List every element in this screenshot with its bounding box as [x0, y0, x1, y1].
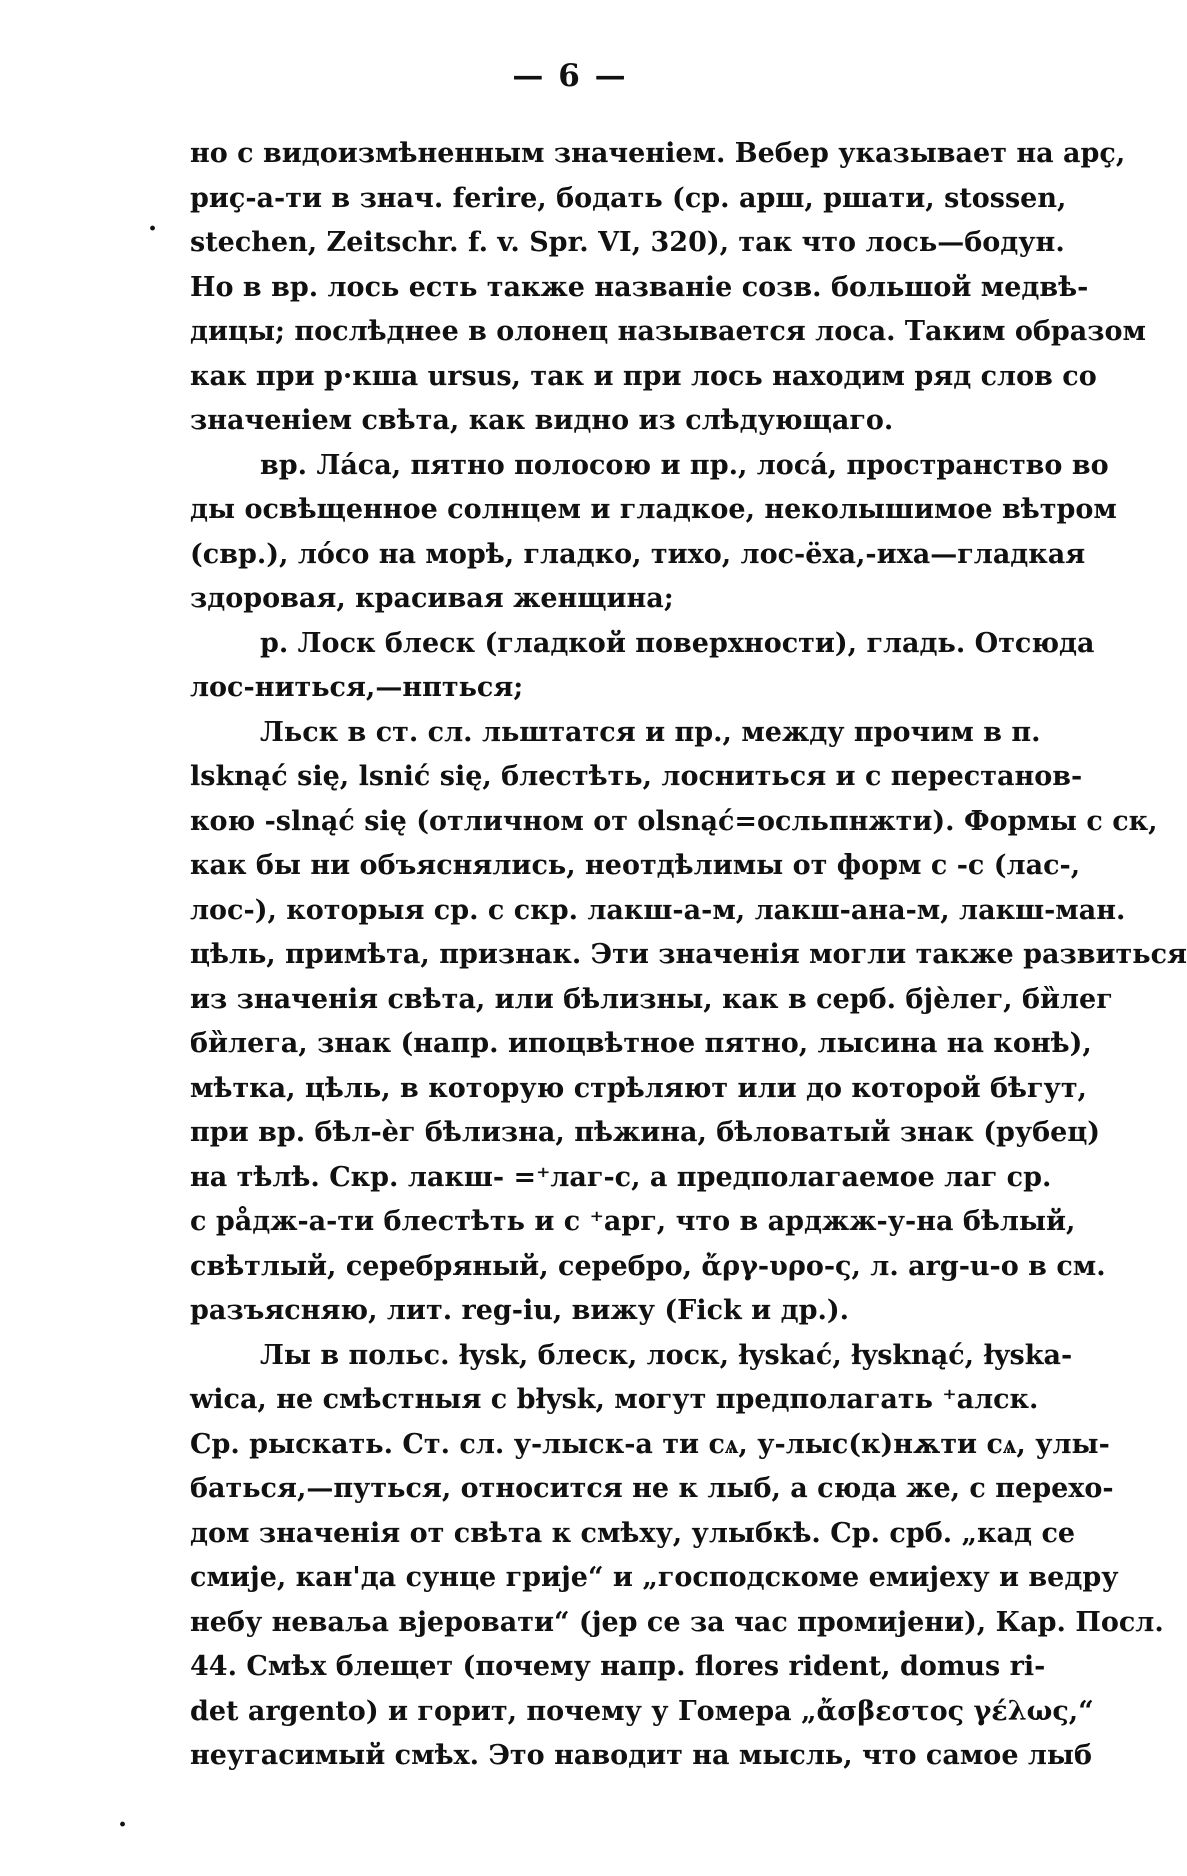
- text-line: с ра̊дж-а-ти блестѣть и с ⁺арг, что в арджж-у-на бѣлый,: [190, 1206, 1076, 1237]
- text-line: lsknąć się, lsnić się, блестѣть, лосниться и с перестанов-: [190, 761, 1083, 792]
- text-line: свѣтлый, серебряный, серебро, ἄργ-υρο-ς, л. arg-u-o в см.: [190, 1250, 1106, 1282]
- text-line: Лы в польс. łysk, блеск, лоск, łyskać, łysknąć, łyska-: [260, 1339, 1073, 1371]
- text-line: вр. Ла́са, пятно полосою и пр., лоса́, пространство во: [260, 449, 1109, 481]
- margin-dot: ·: [148, 214, 158, 244]
- text-line: разъясняю, лит. reg-iu, вижу (Fick и др.).: [190, 1295, 850, 1326]
- text-line: баться,—путься, относится не к лыб, а сюда же, с перехо-: [190, 1473, 1114, 1504]
- text-line: мѣтка, цѣль, в которую стрѣляют или до которой бѣгут,: [190, 1072, 1087, 1104]
- text-line: det argento) и горит, почему у Гомера „ἄσβεστος γέλως,“: [190, 1695, 1094, 1727]
- text-line: неугасимый смѣх. Это наводит на мысль, что самое лыб: [190, 1740, 1093, 1771]
- text-line: здоровая, красивая женщина;: [190, 583, 674, 614]
- text-line: (свр.), ло́со на морѣ, гладко, тихо, лос-ёха,-иха—гладкая: [190, 538, 1086, 570]
- text-line: из значенія свѣта, или бѣлизны, как в серб. бјѐлег, би̏лег: [190, 983, 1113, 1015]
- page-number: — 6 —: [512, 58, 628, 94]
- text-line: на тѣлѣ. Скр. лакш- =⁺лаг-с, а предполагаемое лаг ср.: [190, 1161, 1052, 1193]
- text-line: лос-), которыя ср. с скр. лакш-а-м, лакш-ана-м, лакш-ман.: [190, 894, 1126, 926]
- text-line: stechen, Zeitschr. f. v. Spr. VI, 320), так что лось—бодун.: [190, 227, 1065, 258]
- text-line: но с видоизмѣненным значеніем. Вебер указывает на арç,: [190, 138, 1126, 169]
- text-line: как при р·кша ursus, так и при лось находим ряд слов со: [190, 360, 1097, 392]
- text-line: дом значенія от свѣта к смѣху, улыбкѣ. Ср. срб. „кад се: [190, 1517, 1076, 1549]
- text-line: при вр. бѣл-ѐг бѣлизна, пѣжина, бѣловатый знак (рубец): [190, 1117, 1101, 1148]
- text-line: р. Лоск блеск (гладкой поверхности), гладь. Отсюда: [260, 627, 1095, 659]
- text-line: небу неваља вјеровати“ (јер се за час промијени), Кар. Посл.: [190, 1606, 1164, 1638]
- text-line: Но в вр. лось есть также названіе созв. большой медвѣ-: [190, 271, 1089, 303]
- text-line: дицы; послѣднее в олонец называется лоса. Таким образом: [190, 316, 1146, 347]
- text-line: лос-ниться,—нпться;: [190, 672, 524, 703]
- text-line: кою -slnąć się (отличном от olsnąć=осльпнжти). Формы с ск,: [190, 805, 1158, 837]
- text-line: смије, кан'да сунце грије“ и „господскоме емијеху и ведру: [190, 1562, 1119, 1593]
- text-line: риç-а-ти в знач. ferire, бодать (ср. арш, ршати, stossen,: [190, 182, 1067, 214]
- text-line: wica, не смѣстныя с błysk, могут предполагать ⁺алск.: [190, 1384, 1039, 1415]
- text-line: Ср. рыскать. Ст. сл. у-лыск-а ти сѧ, у-лыс(к)нѫти сѧ, улы-: [190, 1428, 1110, 1460]
- text-line: значеніем свѣта, как видно из слѣдующаго.: [190, 405, 894, 436]
- text-line: как бы ни объяснялись, неотдѣлимы от форм с -с (лас-,: [190, 850, 1081, 881]
- text-line: 44. Смѣх блещет (почему напр. flores rident, domus ri-: [190, 1651, 1046, 1682]
- body-text: [190, 132, 1187, 1779]
- text-line: ды освѣщенное солнцем и гладкое, неколышимое вѣтром: [190, 494, 1117, 525]
- margin-dot: ·: [118, 1810, 128, 1840]
- text-line: Льск в ст. сл. льштатся и пр., между прочим в п.: [260, 716, 1041, 748]
- text-line: цѣль, примѣта, признак. Эти значенія могли также развиться: [190, 939, 1187, 970]
- text-line: би̏лега, знак (напр. ипоцвѣтное пятно, лысина на конѣ),: [190, 1028, 1092, 1059]
